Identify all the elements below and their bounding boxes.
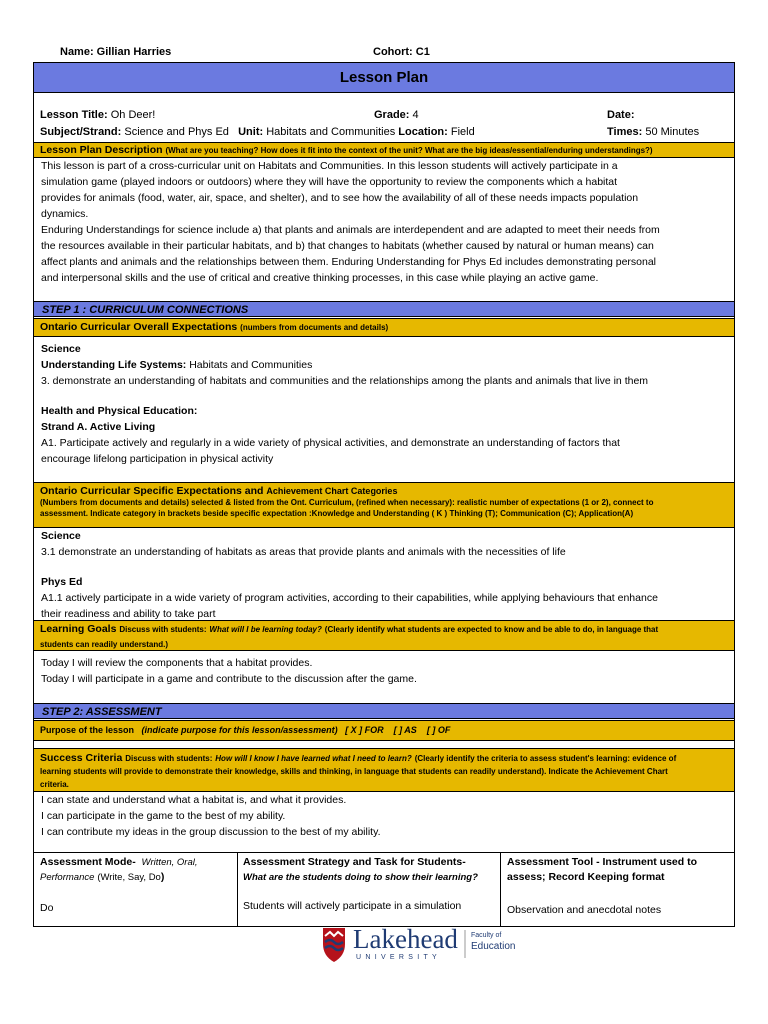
lesson-plan-form bbox=[33, 62, 735, 927]
col-divider-1 bbox=[237, 852, 238, 926]
success-criteria-text: I can state and understand what a habitat is, and what it provides. I can participate in the game to the best of my ability. I can contribute my ideas in the group discussion to the best of my ability. bbox=[41, 794, 381, 838]
overall-expectations-text: Science Understanding Life Systems: Habitats and Communities 3. demonstrate an understanding of habitats and communities and the relationships among the plants and animals that live in them Health and Physical Education: Strand A. Active Living A1. Participate actively and regularly in a wide variety of physical activities, and demonstrate an understanding of factors that encourage lifelong participation in physical activity bbox=[41, 343, 649, 465]
description-text: This lesson is part of a cross-curricular unit on Habitats and Communities. In this lesson students will actively participate in a simulation game (played indoors or outdoors) where they will have the opportunity to review the components which a habitat provides for animals (food, water, air, space, and shelter), and to see how the availability of all of these needs impacts population dynamics. Enduring Understandings for science include a) that plants and animals are interdependent and are adapted to meet their needs from the resources available in their particular habitats, and b) that changes to habitats (whether caused by natural or human means) can affect plants and animals and the relationships between them. Enduring Understanding for Phys Ed includes demonstrating personal and interpersonal skills and the use of critical and creative thinking processes, in this case while playing an active game. bbox=[41, 160, 660, 284]
assessment-strategy-header: Assessment Strategy and Task for Students- What are the students doing to show their learning? bbox=[243, 856, 478, 883]
subject-row: Subject/Strand: Science and Phys Ed Unit: Habitats and Communities Location: Field bbox=[40, 126, 475, 138]
purpose-of-checkbox[interactable]: [ ] OF bbox=[426, 725, 451, 735]
assessment-tool-header: Assessment Tool - Instrument used to assess; Record Keeping format bbox=[507, 856, 697, 883]
times-field: Times: 50 Minutes bbox=[607, 126, 700, 138]
page-title: Lesson Plan bbox=[34, 63, 734, 93]
learning-goals-text: Today I will review the components that a habitat provides. Today I will participate in a game and contribute to the discussion after the game. bbox=[41, 657, 417, 685]
lesson-title-row: Lesson Title: Oh Deer! bbox=[40, 109, 156, 121]
grade-value: 4 bbox=[412, 109, 419, 121]
logo-university: UNIVERSITY bbox=[356, 954, 442, 961]
grade-field: Grade: 4 bbox=[374, 109, 419, 121]
student-name: Name: Gillian Harries bbox=[60, 46, 172, 58]
learning-goals-header: Learning Goals Discuss with students: What will I be learning today? (Clearly identify what students are expected to know and be able to do, in language that students can readily understand.) bbox=[34, 620, 734, 651]
logo-wordmark: Lakehead bbox=[353, 924, 458, 954]
subject-value: Science and Phys Ed bbox=[124, 126, 229, 138]
purpose-for-checkbox[interactable]: [ X ] FOR bbox=[345, 725, 384, 735]
assessment-mode-value: Do bbox=[40, 902, 54, 914]
logo-faculty-small: Faculty of bbox=[471, 932, 502, 939]
lesson-title: Oh Deer! bbox=[110, 109, 156, 121]
description-header: Lesson Plan Description (What are you teaching? How does it fit into the context of the unit? What are the big ideas/essential/enduring understandings?) bbox=[34, 142, 734, 158]
step1-header: STEP 1 : CURRICULUM CONNECTIONS bbox=[34, 301, 734, 317]
lakehead-logo bbox=[321, 924, 521, 966]
cohort: Cohort: C1 bbox=[373, 46, 430, 58]
logo-faculty: Education bbox=[471, 941, 516, 952]
unit-value: Habitats and Communities bbox=[266, 126, 396, 138]
col-divider-2 bbox=[500, 852, 501, 926]
purpose-as-checkbox[interactable]: [ ] AS bbox=[393, 725, 417, 735]
assessment-tool-value: Observation and anecdotal notes bbox=[507, 904, 662, 916]
overall-expectations-header: Ontario Curricular Overall Expectations (numbers from documents and details) bbox=[34, 318, 734, 337]
table-top-border bbox=[34, 852, 734, 853]
assessment-strategy-value: Students will actively participate in a simulation bbox=[243, 900, 462, 912]
step2-header: STEP 2: ASSESSMENT bbox=[34, 703, 734, 719]
date-field: Date: bbox=[607, 109, 635, 121]
times-value: 50 Minutes bbox=[645, 126, 700, 138]
specific-expectations-header: Ontario Curricular Specific Expectations and Achievement Chart Categories (Numbers from documents and details) selected & listed from the Ont. Curriculum, (refined when necessary): realistic number of expectations (1 or 2), connect to assessment. Indicate category in brackets beside specific expectation :Knowledge and Understanding ( K ) Thinking (T); Communication (C); Application(A) bbox=[34, 482, 734, 528]
specific-expectations-text: Science 3.1 demonstrate an understanding of habitats as areas that provide plants and animals with the necessities of life Phys Ed A1.1 actively participate in a wide variety of program activities, according to their capabilities, while applying behaviours that enhance their readiness and ability to take part bbox=[41, 530, 658, 620]
success-criteria-header: Success Criteria Discuss with students: How will I know I have learned what I need to learn? (Clearly identify the criteria to assess student's learning: evidence of learning students will provide to demonstrate their knowledge, skills and thinking, in language that students can readily understand). Indicate the Achievement Chart criteria. bbox=[34, 748, 734, 792]
location-value: Field bbox=[450, 126, 475, 138]
assessment-mode-header: Assessment Mode- Written, Oral, Performance (Write, Say, Do) bbox=[40, 856, 198, 883]
purpose-row: Purpose of the lesson (indicate purpose for this lesson/assessment) [ X ] FOR [ ] AS [ ] OF bbox=[34, 720, 734, 741]
